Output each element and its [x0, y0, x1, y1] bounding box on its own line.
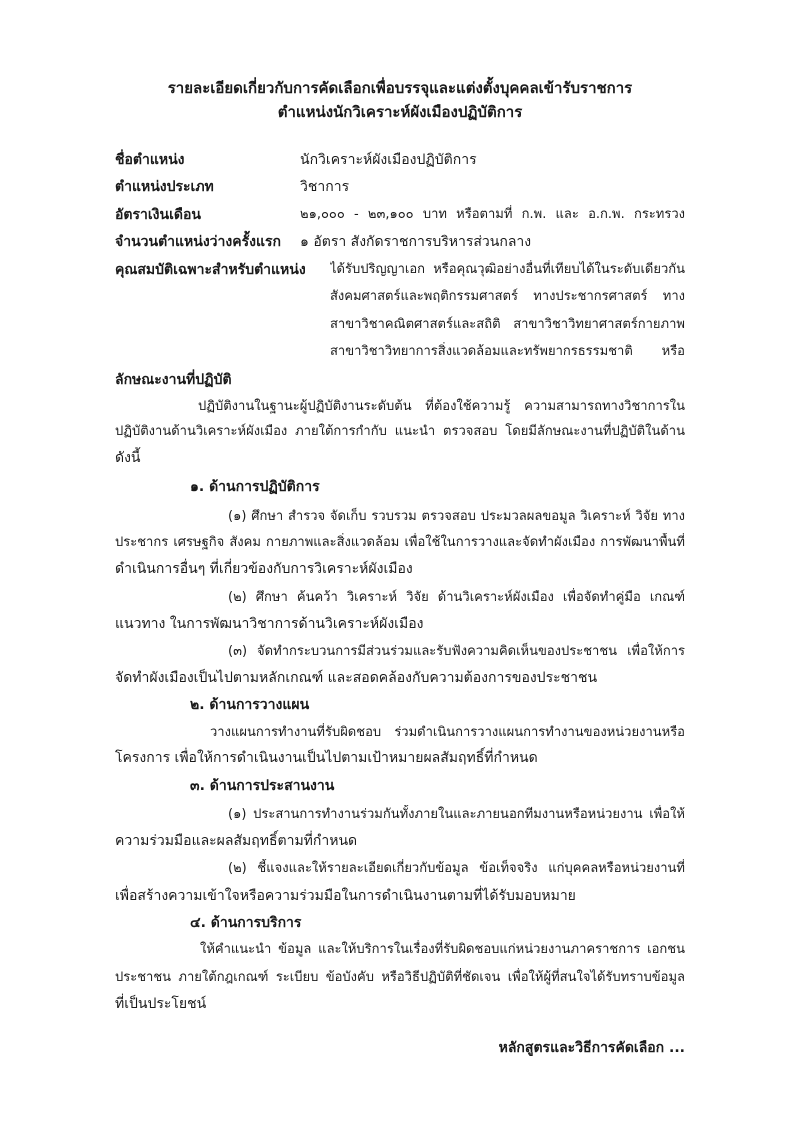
paragraph-line: แนวทาง ในการพัฒนาวิชาการด้านวิเคราะห์ผังเมือง [115, 616, 424, 632]
qualification-line: สาขาวิชาคณิตศาสตร์และสถิติ สาขาวิชาวิทยาศาสตร์กายภาพ [330, 317, 685, 332]
paragraph-line: ประชากร เศรษฐกิจ สังคม กายภาพและสิ่งแวดล้อม เพื่อใช้ในการวางและจัดทำผังเมือง การพัฒนาพื้นที่ [115, 535, 685, 550]
paragraph-line: โครงการ เพื่อให้การดำเนินงานเป็นไปตามเป้าหมายผลสัมฤทธิ์ที่กำหนด [115, 750, 538, 766]
field-value: วิชาการ [300, 179, 350, 195]
paragraph-line: ดำเนินการอื่นๆ ที่เกี่ยวข้องกับการวิเคราะห์ผังเมือง [115, 561, 413, 577]
paragraph-line: (๑) ประสานการทำงานร่วมกันทั้งภายในและภายนอกทีมงานหรือหน่วยงาน เพื่อให้ [228, 807, 685, 822]
paragraph-line: ประชาชน ภายใต้กฎเกณฑ์ ระเบียบ ข้อบังคับ หรือวิธีปฏิบัติที่ชัดเจน เพื่อให้ผู้ที่สนใจได้รับทราบข้อมูล [115, 970, 685, 985]
field-value: ๑ อัตรา สังกัดราชการบริหารส่วนกลาง [300, 234, 532, 250]
field-label: ตำแหน่งประเภท [115, 179, 214, 195]
subsection-heading: ๒. ด้านการวางแผน [190, 697, 310, 713]
paragraph-line: (๑) ศึกษา สำรวจ จัดเก็บ รวบรวม ตรวจสอบ ประมวลผลขอมูล วิเคราะห์ วิจัย ทาง [228, 509, 685, 524]
qualification-line: สังคมศาสตร์และพฤติกรรมศาสตร์ ทางประชากรศาสตร์ ทาง [330, 289, 685, 304]
subsection-heading: ๓. ด้านการประสานงาน [190, 778, 335, 794]
paragraph-line: วางแผนการทำงานที่รับผิดชอบ ร่วมดำเนินการวางแผนการทำงานของหน่วยงานหรือ [210, 725, 685, 740]
field-value: นักวิเคราะห์ผังเมืองปฏิบัติการ [300, 152, 477, 168]
paragraph-line: ความร่วมมือและผลสัมฤทธิ์ตามที่กำหนด [115, 833, 358, 849]
field-label: คุณสมบัติเฉพาะสำหรับตำแหน่ง [115, 262, 306, 278]
paragraph-line: (๓) จัดทำกระบวนการมีส่วนร่วมและรับฟังความคิดเห็นของประชาชน เพื่อให้การ [228, 644, 685, 659]
paragraph-line: ปฏิบัติงานในฐานะผู้ปฏิบัติงานระดับต้น ที่ต้องใช้ความรู้ ความสามารถทางวิชาการใน [198, 399, 685, 414]
paragraph-line: ดังนี้ [115, 450, 141, 466]
section-heading: ลักษณะงานที่ปฏิบัติ [115, 372, 232, 388]
paragraph-line: (๒) ชี้แจงและให้รายละเอียดเกี่ยวกับข้อมูล ข้อเท็จจริง แก่บุคคลหรือหน่วยงานที่ [228, 861, 685, 876]
paragraph-line: จัดทำผังเมืองเป็นไปตามหลักเกณฑ์ และสอดคล้องกับความต้องการของประชาชน [115, 670, 598, 686]
continuation-footer: หลักสูตรและวิธีการคัดเลือก ... [498, 1040, 685, 1056]
field-label: จำนวนตำแหน่งว่างครั้งแรก [115, 234, 281, 250]
field-label: อัตราเงินเดือน [115, 207, 201, 223]
paragraph-line: (๒) ศึกษา ค้นคว้า วิเคราะห์ วิจัย ด้านวิเคราะห์ผังเมือง เพื่อจัดทำคู่มือ เกณฑ์ [228, 590, 685, 605]
paragraph-line: ให้คำแนะนำ ข้อมูล และให้บริการในเรื่องที่รับผิดชอบแก่หน่วยงานภาคราชการ เอกชน [200, 942, 685, 957]
paragraph-line: เพื่อสร้างความเข้าใจหรือความร่วมมือในการดำเนินงานตามที่ได้รับมอบหมาย [115, 888, 576, 904]
field-value: ๒๑,๐๐๐ - ๒๓,๑๐๐ บาท หรือตามที่ ก.พ. และ อ.ก.พ. กระทรวง [300, 207, 685, 222]
document-title: รายละเอียดเกี่ยวกับการคัดเลือกเพื่อบรรจุและแต่งตั้งบุคคลเข้ารับราชการ [167, 79, 633, 97]
qualification-line: สาขาวิชาวิทยาการสิ่งแวดล้อมและทรัพยากรธรรมชาติ หรือ [330, 344, 685, 359]
document-subtitle: ตำแหน่งนักวิเคราะห์ผังเมืองปฏิบัติการ [277, 103, 523, 121]
subsection-heading: ๑. ด้านการปฏิบัติการ [190, 479, 320, 495]
paragraph-line: ที่เป็นประโยชน์ [115, 996, 207, 1012]
qualification-line: ได้รับปริญญาเอก หรือคุณวุฒิอย่างอื่นที่เทียบได้ในระดับเดียวกัน [330, 262, 685, 277]
field-label: ชื่อตำแหน่ง [115, 152, 185, 168]
subsection-heading: ๔. ด้านการบริการ [190, 915, 302, 931]
paragraph-line: ปฏิบัติงานด้านวิเคราะห์ผังเมือง ภายใต้การกำกับ แนะนำ ตรวจสอบ โดยมีลักษณะงานที่ปฏิบัติในด้าน [115, 424, 685, 439]
